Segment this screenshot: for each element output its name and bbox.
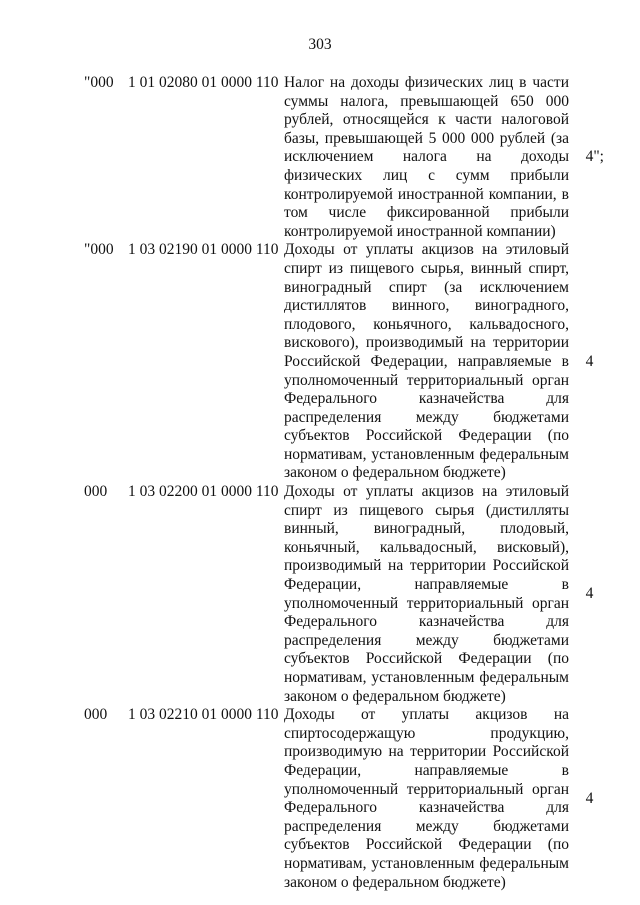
table-row bbox=[84, 706, 604, 892]
page-number: 303 bbox=[308, 36, 332, 53]
budget-classification-code: 1 01 02080 01 0000 110 bbox=[128, 74, 279, 91]
revenue-name: Налог на доходы физических лиц в части суммы налога, превышающей 650 000 рублей, относящейся к части налоговой базы, превышающей 5 000 000 рублей (за исключением налога на доходы физических лиц с сумм прибыли контролируемой иностранной компании, в том числе фиксированной прибыли контролируемой иностранной компании) bbox=[284, 74, 569, 240]
revenue-name: Доходы от уплаты акцизов на этиловый спирт из пищевого сырья (дистилляты винный, виноградный, плодовый, коньячный, кальвадосный, висковый), производимый на территории Российской Федерации, направляемые в уполномоченный территориальный орган Федерального казначейства для распределения между бюджетами субъектов Российской Федерации (по нормативам, установленным федеральным законом о федеральном бюджете) bbox=[284, 483, 569, 705]
revenue-name: Доходы от уплаты акцизов на спиртосодержащую продукцию, производимую на территории Российской Федерации, направляемые в уполномоченный территориальный орган Федерального казначейства для распределения между бюджетами субъектов Российской Федерации (по нормативам, установленным федеральным законом о федеральном бюджете) bbox=[284, 706, 569, 891]
administrator-code: 000 bbox=[84, 483, 108, 501]
administrator-code: "000 bbox=[84, 74, 114, 91]
administrator-code: 000 bbox=[84, 706, 108, 724]
budget-classification-code: 1 03 02210 01 0000 110 bbox=[128, 706, 279, 724]
norm-value-text: 4"; bbox=[585, 148, 604, 166]
revenue-table bbox=[84, 74, 604, 892]
norm-value bbox=[569, 241, 604, 483]
norm-value bbox=[569, 74, 604, 241]
norm-value-text: 4 bbox=[585, 352, 594, 370]
norm-value-text: 4 bbox=[585, 585, 594, 603]
revenue-name: Доходы от уплаты акцизов на этиловый спирт из пищевого сырья, винный спирт, виноградный спирт (за исключением дистиллятов винного, виноградного, плодового, коньячного, кальвадосного, вискового), производимый на территории Российской Федерации, направляемые в уполномоченный территориальный орган Федерального казначейства для распределения между бюджетами субъектов Российской Федерации (по нормативам, установленным федеральным законом о федеральном бюджете) bbox=[284, 241, 569, 482]
table-row bbox=[84, 241, 604, 483]
norm-value-text: 4 bbox=[585, 789, 594, 807]
norm-value bbox=[569, 706, 604, 892]
budget-classification-code: 1 03 02200 01 0000 110 bbox=[128, 483, 279, 501]
table-row bbox=[84, 483, 604, 706]
administrator-code: "000 bbox=[84, 241, 114, 259]
budget-classification-code: 1 03 02190 01 0000 110 bbox=[128, 241, 279, 259]
table-row bbox=[84, 74, 604, 241]
norm-value bbox=[569, 483, 604, 706]
